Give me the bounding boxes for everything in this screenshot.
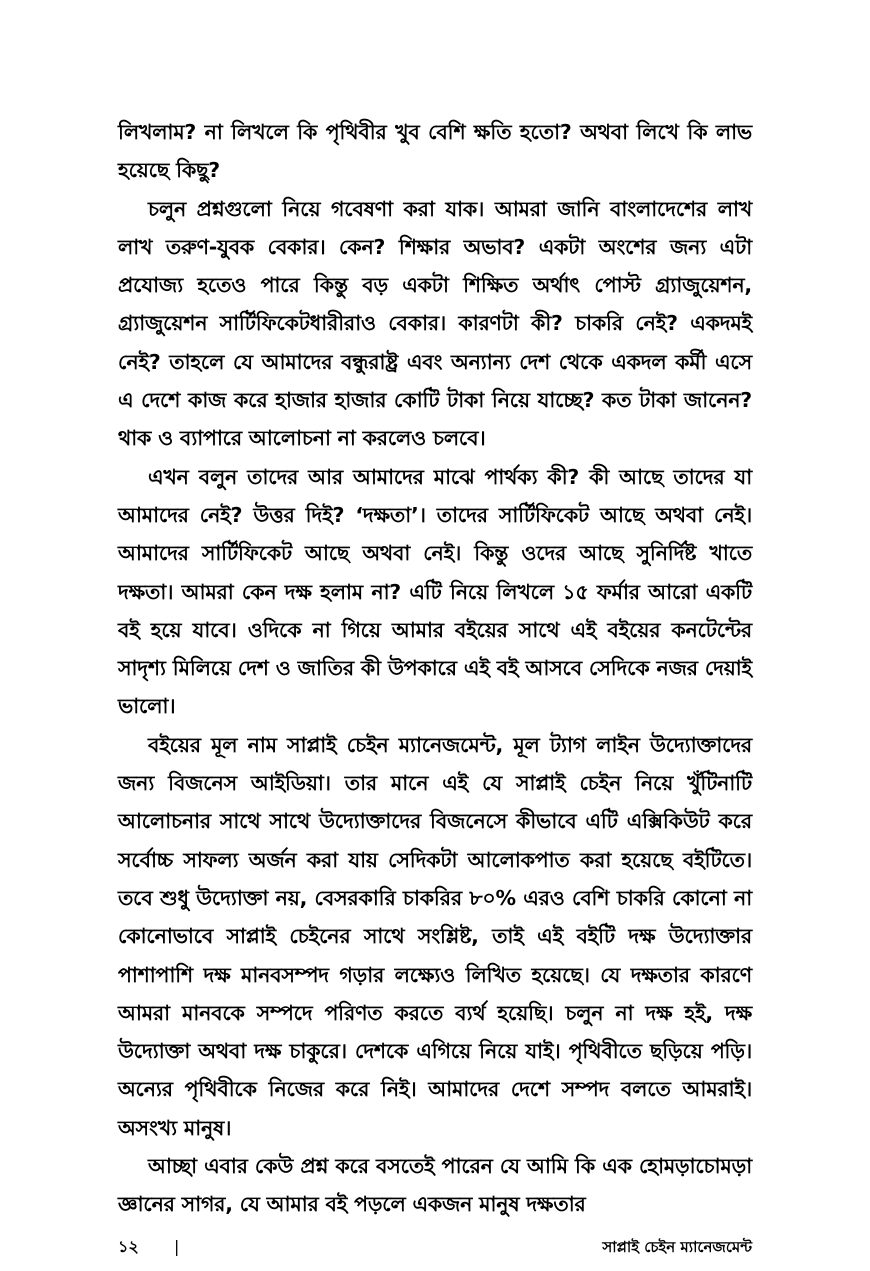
paragraph-4: বইয়ের মূল নাম সাপ্লাই চেইন ম্যানেজমেন্ট, মূল ট্যাগ লাইন উদ্যোক্তাদের জন্য বিজনেস আইডিয়া। তার মানে এই যে সাপ্লাই চেইন নিয়ে খুঁটিনাটি আলোচনার সাথে সাথে উদ্যোক্তাদের বিজনেসে কীভাবে এটি এক্সিকিউট করে সর্বোচ্চ সাফল্য অর্জন করা যায় সেদিকটা আলোকপাত করা হয়েছে বইটিতে। তবে শুধু উদ্যোক্তা নয়, বেসরকারি চাকরির ৮০% এরও বেশি চাকরি কোনো না কোনোভাবে সাপ্লাই চেইনের সাথে সংশ্লিষ্ট, তাই এই বইটি দক্ষ উদ্যোক্তার পাশাপাশি দক্ষ মানবসম্পদ গড়ার লক্ষ্যেও লিখিত হয়েছে। যে দক্ষতার কারণে আমরা মানবকে সম্পদে পরিণত করতে ব্যর্থ হয়েছি। চলুন না দক্ষ হই, দক্ষ উদ্যোক্তা অথবা দক্ষ চাকুরে। দেশকে এগিয়ে নিয়ে যাই। পৃথিবীতে ছড়িয়ে পড়ি। অন্যের পৃথিবীকে নিজের করে নিই। আমাদের দেশে সম্পদ বলতে আমরাই। অসংখ্য মানুষ। <box>118 732 752 1140</box>
page-footer <box>118 1234 752 1260</box>
body-text <box>118 113 752 1224</box>
paragraph-5: আচ্ছা এবার কেউ প্রশ্ন করে বসতেই পারেন যে আমি কি এক হোমড়াচোমড়া জ্ঞানের সাগর, যে আমার বই পড়লে একজন মানুষ দক্ষতার <box>118 1154 752 1217</box>
paragraph-3: এখন বলুন তাদের আর আমাদের মাঝে পার্থক্য কী? কী আছে তাদের যা আমাদের নেই? উত্তর দিই? ‘দক্ষতা’। তাদের সার্টিফিকেট আছে অথবা নেই। আমাদের সার্টিফিকেট আছে অথবা নেই। কিন্তু ওদের আছে সুনির্দিষ্ট খাতে দক্ষতা। আমরা কেন দক্ষ হলাম না? এটি নিয়ে লিখলে ১৫ ফর্মার আরো একটি বই হয়ে যাবে। ওদিকে না গিয়ে আমার বইয়ের সাথে এই বইয়ের কনটেন্টের সাদৃশ্য মিলিয়ে দেশ ও জাতির কী উপকারে এই বই আসবে সেদিকে নজর দেয়াই ভালো। <box>118 464 752 719</box>
paragraph-1: লিখলাম? না লিখলে কি পৃথিবীর খুব বেশি ক্ষতি হতো? অথবা লিখে কি লাভ হয়েছে কিছু? <box>118 120 752 183</box>
footer-divider: | <box>174 1237 180 1256</box>
paragraph-2: চলুন প্রশ্নগুলো নিয়ে গবেষণা করা যাক। আমরা জানি বাংলাদেশের লাখ লাখ তরুণ-যুবক বেকার। কেন? শিক্ষার অভাব? একটা অংশের জন্য এটা প্রযোজ্য হতেও পারে কিন্তু বড় একটা শিক্ষিত অর্থাৎ পোস্ট গ্র্যাজুয়েশন, গ্র্যাজুয়েশন সার্টিফিকেটধারীরাও বেকার। কারণটা কী? চাকরি নেই? একদমই নেই? তাহলে যে আমাদের বন্ধুরাষ্ট্র এবং অন্যান্য দেশ থেকে একদল কর্মী এসে এ দেশে কাজ করে হাজার হাজার কোটি টাকা নিয়ে যাচ্ছে? কত টাকা জানেন? থাক ও ব্যাপারে আলোচনা না করলেও চলবে। <box>118 196 752 451</box>
page-number: ১২ <box>118 1237 139 1256</box>
running-title: সাপ্লাই চেইন ম্যানেজমেন্ট <box>602 1238 752 1256</box>
